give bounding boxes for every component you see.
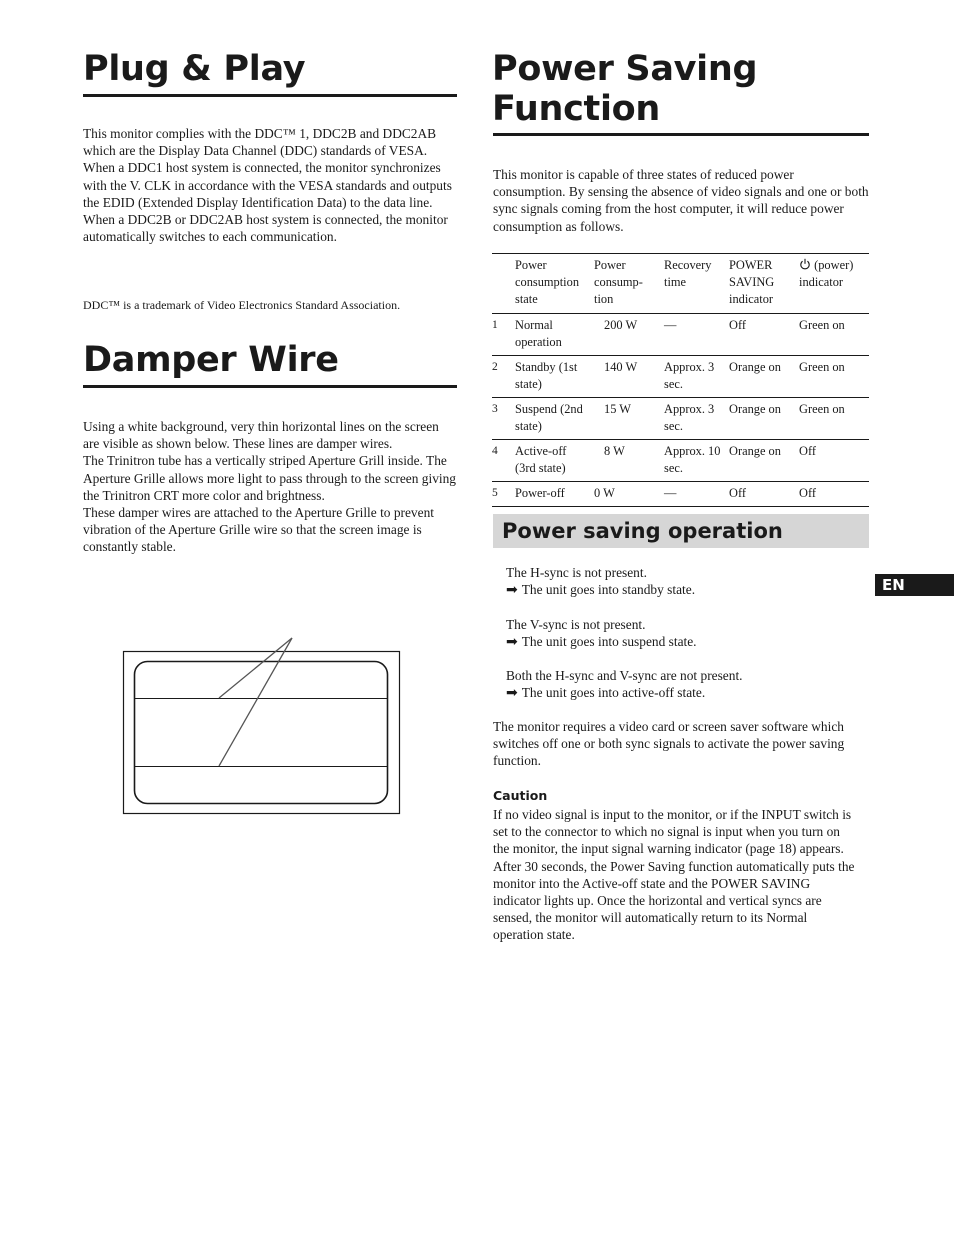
power-saving-operation-title: Power saving operation (502, 519, 783, 543)
power-consumption-table (492, 253, 869, 507)
damper-wire-body (83, 418, 457, 556)
operation-result: The unit goes into standby state. (521, 582, 696, 598)
plug-play-body (83, 125, 457, 245)
row-power: 200 W (604, 318, 638, 332)
power-saving-title (492, 49, 757, 129)
operation-result: The unit goes into suspend state. (521, 634, 697, 650)
table-row (492, 314, 869, 356)
power-indicator-label: (power) indicator (799, 258, 854, 289)
power-saving-title-line2: Function (492, 89, 661, 129)
row-power: 140 W (604, 360, 638, 374)
table-row (492, 482, 869, 507)
right-arrow-icon: ➡ (506, 685, 518, 702)
operation-result-line (506, 684, 743, 702)
plug-play-paragraph: When a DDC2B or DDC2AB host system is connected, the monitor automatically switches to each communication. (83, 212, 448, 245)
row-power: 0 W (594, 486, 615, 500)
row-saving-indicator: Orange on (729, 444, 781, 458)
pointer-line-upper (219, 638, 292, 698)
operation-condition: Both the H-sync and V-sync are not present. (506, 668, 743, 683)
trademark-note: DDC™ is a trademark of Video Electronics Standard Association. (83, 298, 401, 312)
row-recovery: Approx. 3 sec. (664, 402, 715, 433)
row-number: 3 (492, 403, 498, 415)
operation-result-line (506, 633, 697, 651)
table-row (492, 440, 869, 482)
crt-screen (135, 662, 388, 804)
table-row (492, 398, 869, 440)
table-header-power: Power consump-tion (594, 258, 643, 306)
row-number: 4 (492, 445, 498, 457)
table-header-row (492, 254, 869, 314)
operation-item (506, 564, 695, 599)
plug-play-paragraph: This monitor complies with the DDC™ 1, DDC2B and DDC2AB which are the Display Data Channel (DDC) standards of VESA. (83, 126, 437, 159)
row-state: Power-off (515, 486, 565, 500)
damper-wire-paragraph: The Trinitron tube has a vertically striped Aperture Grill inside. The Aperture Grille allows more light to pass through to the screen giving the Trinitron CRT more color and brightness. (83, 453, 456, 503)
power-saving-intro: This monitor is capable of three states of reduced power consumption. By sensing the absence of video signals and one or both sync signals coming from the host computer, it will reduce power consumption as follows. (493, 167, 869, 234)
row-recovery: — (664, 318, 677, 332)
operation-condition: The V-sync is not present. (506, 617, 646, 632)
table-header-state: Power consumption state (515, 258, 580, 306)
plug-play-paragraph: When a DDC1 host system is connected, the monitor synchronizes with the V. CLK in accordance with the VESA standards and outputs the EDID (Extended Display Identification Data) to the data line. (83, 160, 452, 210)
row-state: Standby (1st state) (515, 360, 578, 391)
power-saving-operation-heading (493, 514, 869, 548)
table-row (492, 356, 869, 398)
plug-play-title: Plug & Play (83, 49, 306, 89)
damper-wire-illustration (120, 634, 404, 818)
row-power-indicator: Off (799, 486, 816, 500)
pointer-line-lower (219, 638, 292, 766)
damper-wire-paragraph: Using a white background, very thin horizontal lines on the screen are visible as shown below. These lines are damper wires. (83, 419, 439, 452)
row-power-indicator: Green on (799, 360, 845, 374)
row-state: Suspend (2nd state) (515, 402, 583, 433)
right-arrow-icon: ➡ (506, 634, 518, 651)
damper-wire-title: Damper Wire (83, 340, 339, 380)
row-state: Active-off (3rd state) (515, 444, 567, 475)
row-power-indicator: Green on (799, 402, 845, 416)
operation-result: The unit goes into active-off state. (521, 685, 706, 701)
caution-title: Caution (493, 788, 548, 803)
monitor-frame (124, 652, 400, 814)
damper-wire-rule (83, 385, 457, 388)
operation-item (506, 616, 697, 651)
power-saving-requirement: The monitor requires a video card or screen saver software which switches off one or both sync signals to activate the power saving function. (493, 719, 845, 769)
row-number: 2 (492, 361, 498, 373)
right-arrow-icon: ➡ (506, 582, 518, 599)
table-header-saving-indicator: POWER SAVING indicator (729, 258, 775, 306)
row-number: 5 (492, 487, 498, 499)
damper-wire-paragraph: These damper wires are attached to the Aperture Grille to prevent vibration of the Aperture Grille wire so that the screen image is constantly stable. (83, 505, 434, 555)
row-saving-indicator: Off (729, 486, 746, 500)
row-saving-indicator: Orange on (729, 360, 781, 374)
caution-text: If no video signal is input to the monitor, or if the INPUT switch is set to the connector to which no signal is input when you turn on the monitor, the input signal warning indicator (page 18) appears. After 30 seconds, the Power Saving function automatically puts the monitor into the Active-off state and the POWER SAVING indicator lights up. Once the horizontal and vertical syncs are sensed, the monitor will automatically return to its Normal operation state. (493, 807, 855, 943)
row-recovery: Approx. 10 sec. (664, 444, 721, 475)
plug-play-rule (83, 94, 457, 97)
language-tab (875, 574, 954, 596)
row-saving-indicator: Off (729, 318, 746, 332)
row-power-indicator: Green on (799, 318, 845, 332)
row-number: 1 (492, 319, 498, 331)
row-saving-indicator: Orange on (729, 402, 781, 416)
language-tab-label: EN (882, 576, 905, 594)
operation-item (506, 667, 743, 702)
power-saving-title-line1: Power Saving (492, 49, 758, 89)
table-header-power-indicator (799, 254, 869, 314)
operation-condition: The H-sync is not present. (506, 565, 647, 580)
row-power-indicator: Off (799, 444, 816, 458)
row-recovery: — (664, 486, 677, 500)
row-state: Normal operation (515, 318, 562, 349)
row-power: 8 W (604, 444, 625, 458)
power-icon (799, 258, 811, 270)
operation-result-line (506, 581, 695, 599)
row-power: 15 W (604, 402, 631, 416)
table-header-recovery: Recovery time (664, 258, 712, 289)
row-recovery: Approx. 3 sec. (664, 360, 715, 391)
power-saving-rule (493, 133, 869, 136)
table-header-num (492, 254, 515, 314)
